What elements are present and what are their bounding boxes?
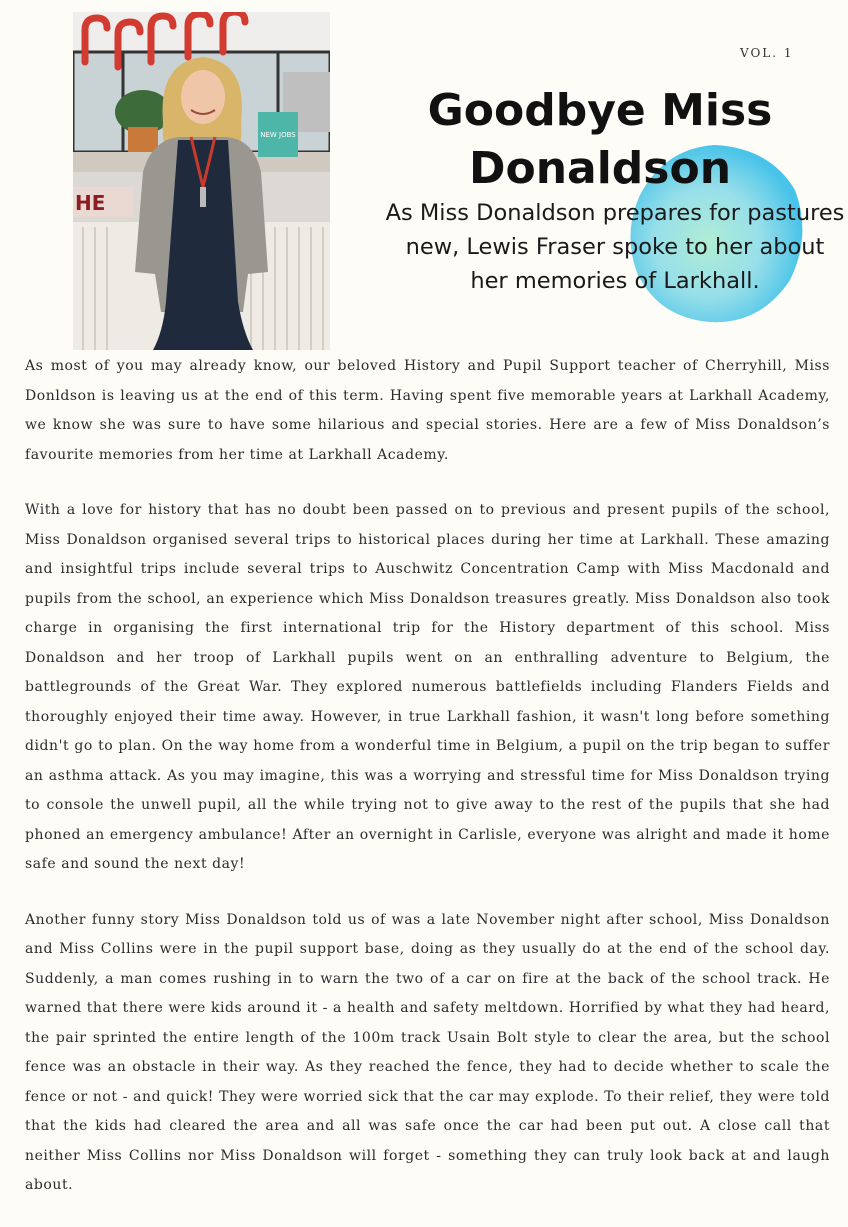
article-paragraph: With a love for history that has no doubt been passed on to previous and present pupils of the school, Miss Donaldson organised several trips to historical places during her time at Larkhall. These amazing and insightful trips include several trips to Auschwitz Concentration Camp with Miss Macdonald and pupils from the school, an experience which Miss Donaldson treasures greatly. Miss Donaldson also took charge in organising the first international trip for the History department of this school. Miss Donaldson and her troop of Larkhall pupils went on an enthralling adventure to Belgium, the battlegrounds of the Great War. They explored numerous battlefields including Flanders Fields and thoroughly enjoyed their time away. However, in true Larkhall fashion, it wasn't long before something didn't go to plan. On the way home from a wonderful time in Belgium, a pupil on the trip began to suffer an asthma attack. As you may imagine, this was a worrying and stressful time for Miss Donaldson trying to console the unwell pupil, all the while trying not to give away to the rest of the pupils that she had phoned an emergency ambulance! After an overnight in Carlisle, everyone was alright and made it home safe and sound the next day! (25, 502, 830, 872)
article-paragraph: As most of you may already know, our beloved History and Pupil Support teacher of Cherryhill, Miss Donldson is leaving us at the end of this term. Having spent five memorable years at Larkhall Academy, we know she was sure to have some hilarious and special stories. Here are a few of Miss Donaldson’s favourite memories from her time at Larkhall Academy. (25, 358, 830, 463)
volume-label: VOL. 1 (740, 46, 794, 60)
svg-text:HE: HE (75, 191, 106, 215)
teacher-photo-illustration (73, 12, 330, 350)
teacher-photo (73, 12, 330, 350)
standfirst: As Miss Donaldson prepares for pastures new, Lewis Fraser spoke to her about her memories of Larkhall. (385, 200, 845, 294)
article-body (25, 352, 830, 1227)
photo-sign-text: NEW JOBS (260, 131, 296, 139)
article-paragraph: Another funny story Miss Donaldson told us of was a late November night after school, Miss Donaldson and Miss Collins were in the pupil support base, doing as they usually do at the end of the school day. Suddenly, a man comes rushing in to warn the two of a car on fire at the back of the school track. He warned that there were kids around it - a health and safety meltdown. Horrified by what they had heard, the pair sprinted the entire length of the 100m track Usain Bolt style to clear the area, but the school fence was an obstacle in their way. As they reached the fence, they had to decide whether to scale the fence or not - and quick! They were worried sick that the car may explode. To their relief, they were told that the kids had cleared the area and all was safe once the car had been put out. A close call that neither Miss Collins nor Miss Donaldson will forget - something they can truly look back at and laugh about. (25, 911, 830, 1193)
headline: Goodbye Miss Donaldson (427, 85, 773, 194)
